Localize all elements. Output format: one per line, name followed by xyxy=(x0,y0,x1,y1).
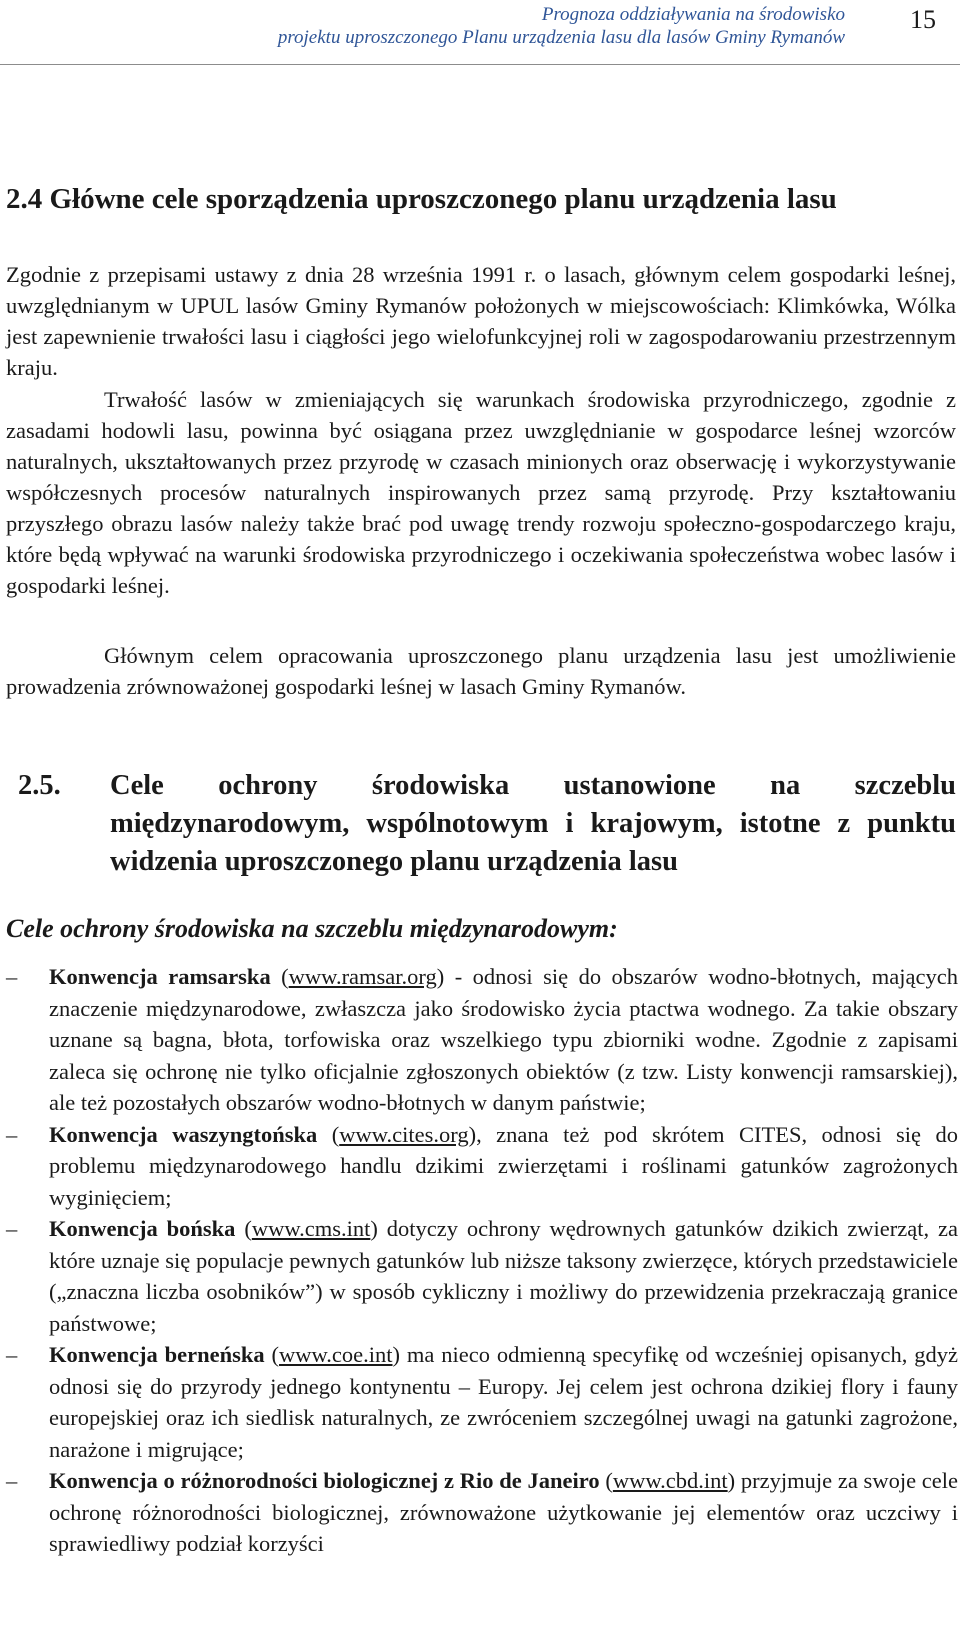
list-item xyxy=(6,1339,958,1465)
page-number: 15 xyxy=(910,5,936,34)
header-title: Prognoza oddziaływania na środowisko xyxy=(541,4,845,25)
section-heading: 2.4 Główne cele sporządzenia uproszczonego planu urządzenia lasu xyxy=(6,183,837,215)
heading-text: Cele ochrony środowiska ustanowione na szczeblu międzynarodowym, wspólnotowym i krajowym, istotne z punktu widzenia uproszczonego planu urządzenia lasu xyxy=(110,770,956,877)
header-divider xyxy=(0,64,960,65)
convention-name: Konwencja o różnorodności biologicznej z Rio de Janeiro xyxy=(49,1468,600,1493)
dash-bullet: – xyxy=(6,1468,18,1493)
convention-link[interactable]: www.ramsar.org xyxy=(288,964,437,989)
convention-text-prefix: ( xyxy=(235,1216,252,1241)
running-header xyxy=(0,0,960,68)
convention-description: ) ma nieco odmienną specyfikę od wcześniej opisanych, gdyż odnosi się do przyrody jednego kontynentu – Europy. Jej celem jest ochrona dzikiej flory i fauny europejskiej oraz ich siedlisk naturalnych, ze zwróceniem szczególnej uwagi na gatunki zagrożone, narażone i migrujące; xyxy=(49,1342,958,1462)
convention-text-prefix: ( xyxy=(270,964,289,989)
convention-text-prefix: ( xyxy=(317,1121,340,1147)
convention-name: Konwencja ramsarska xyxy=(49,964,271,989)
international-goals-subheading: Cele ochrony środowiska na szczeblu międzynarodowym: xyxy=(6,914,618,943)
dash-bullet: – xyxy=(6,964,18,989)
convention-name: Konwencja bońska xyxy=(49,1216,236,1241)
dash-bullet: – xyxy=(6,1342,18,1367)
dash-bullet: – xyxy=(6,1121,18,1147)
heading-number: 2.5. xyxy=(18,770,61,801)
dash-bullet: – xyxy=(6,1216,18,1241)
convention-description: ) przyjmuje za swoje cele ochronę różnorodności biologicznej, zrównoważone użytkowanie jej elementów oraz uczciwy i sprawiedliwy podział korzyści xyxy=(49,1468,959,1556)
list-item xyxy=(6,1465,958,1560)
header-subtitle: projektu uproszczonego Planu urządzenia lasu dla lasów Gminy Rymanów xyxy=(277,27,845,48)
convention-description: ), znana też pod skrótem CITES, odnosi się do problemu międzynarodowego handlu dzikimi zwierzętami i roślinami gatunków zagrożonych wyginięciem; xyxy=(49,1121,958,1210)
convention-description: ) dotyczy ochrony wędrownych gatunków dzikich zwierząt, za które uznaje się populacje pewnych gatunków lub niższe taksony zwierzęce, których przedstawiciele („znaczna liczba osobników”) w sposób cykliczny i możliwy do przewidzenia przekraczają granice państwowe; xyxy=(49,1216,958,1336)
list-item xyxy=(6,961,958,1119)
convention-text-prefix: ( xyxy=(264,1342,280,1367)
convention-link[interactable]: www.coe.int xyxy=(279,1342,393,1367)
convention-name: Konwencja waszyngtońska xyxy=(49,1121,318,1147)
convention-link[interactable]: www.cbd.int xyxy=(612,1468,728,1493)
paragraph-1: Zgodnie z przepisami ustawy z dnia 28 września 1991 r. o lasach, głównym celem gospodarki leśnej, uwzględnianym w UPUL lasów Gminy Rymanów położonych w miejscowościach: Klimkówka, Wólka jest zapewnienie trwałości lasu i ciągłości jego wielofunkcyjnej roli w zagospodarowaniu przestrzennym kraju. xyxy=(6,262,956,380)
convention-description: ) - odnosi się do obszarów wodno-błotnych, mających znaczenie międzynarodowe, zwłaszcza jako środowisko życia ptactwa wodnego. Za takie obszary uznane są bagna, błota, torfowiska oraz wszelkiego typu zbiorniki wodne. Zgodnie z zapisami zaleca się ochronę nie tylko oficjalnie zgłoszonych obiektów (z tzw. Listy konwencji ramsarskiej), ale też pozostałych obszarów wodno-błotnych w danym państwie; xyxy=(49,964,958,1115)
convention-list xyxy=(6,961,958,1560)
convention-name: Konwencja berneńska xyxy=(49,1342,265,1367)
convention-link[interactable]: www.cites.org xyxy=(339,1121,469,1147)
section-heading-2-5 xyxy=(18,767,956,881)
convention-link[interactable]: www.cms.int xyxy=(251,1216,371,1241)
paragraph-3: Głównym celem opracowania uproszczonego planu urządzenia lasu jest umożliwienie prowadzenia zrównoważonej gospodarki leśnej w lasach Gminy Rymanów. xyxy=(6,643,956,699)
list-item xyxy=(6,1119,958,1214)
list-item xyxy=(6,1213,958,1339)
paragraph-2: Trwałość lasów w zmieniających się warunkach środowiska przyrodniczego, zgodnie z zasadami hodowli lasu, powinna być osiągana przez uwzględnianie w gospodarce leśnej wzorców naturalnych, ukształtowanych przez przyrodę w czasach minionych oraz obserwację i wykorzystywanie współczesnych procesów naturalnych inspirowanych przez samą przyrodę. Przy kształtowaniu przyszłego obrazu lasów należy także brać pod uwagę trendy rozwoju społeczno-gospodarczego kraju, które będą wpływać na warunki środowiska przyrodniczego i oczekiwania społeczeństwa wobec lasów i gospodarki leśnej. xyxy=(6,387,956,598)
convention-text-prefix: ( xyxy=(599,1468,613,1493)
